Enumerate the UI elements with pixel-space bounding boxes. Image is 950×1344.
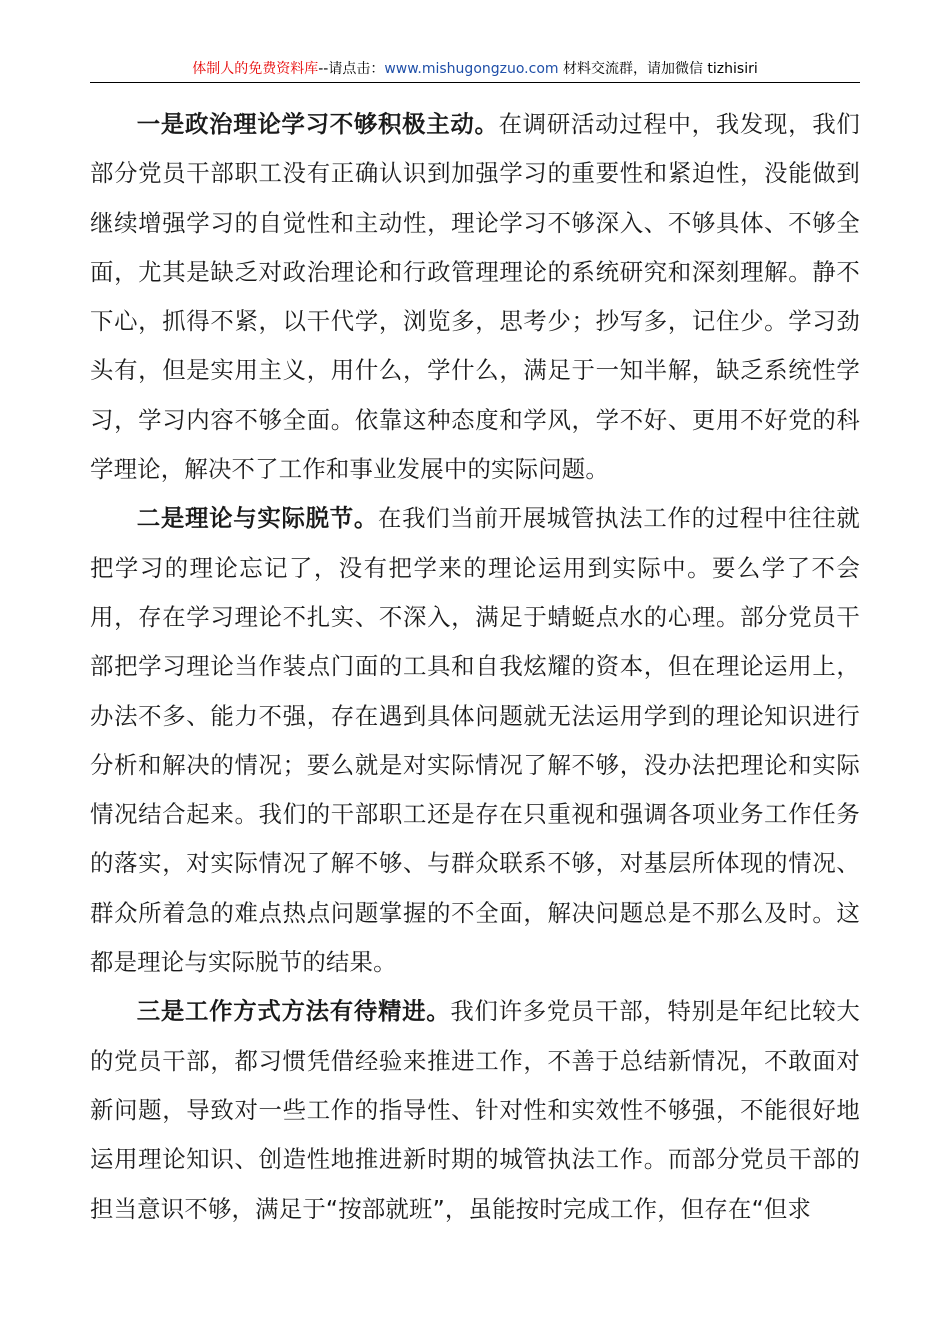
paragraph-2 bbox=[90, 494, 860, 987]
header-wechat-note: 材料交流群，请加微信 tizhisiri bbox=[558, 61, 758, 77]
paragraph-3 bbox=[90, 987, 860, 1233]
header-site-name: 体制人的免费资料库 bbox=[192, 61, 319, 77]
paragraph-2-lead: 二是理论与实际脱节。 bbox=[136, 504, 379, 533]
paragraph-1-body: 在调研活动过程中，我发现，我们部分党员干部职工没有正确认识到加强学习的重要性和紧迫性，没能做到继续增强学习的自觉性和主动性，理论学习不够深入、不够具体、不够全面，尤其是缺乏对政治理论和行政管理理论的系统研究和深刻理解。静不下心，抓得不紧，以干代学，浏览多，思考少；抄写多，记住少。学习劲头有，但是实用主义，用什么，学什么，满足于一知半解，缺乏系统性学习，学习内容不够全面。依靠这种态度和学风，学不好、更用不好党的科学理论，解决不了工作和事业发展中的实际问题。 bbox=[90, 110, 861, 484]
paragraph-3-lead: 三是工作方式方法有待精进。 bbox=[136, 997, 451, 1026]
paragraph-2-body: 在我们当前开展城管执法工作的过程中往往就把学习的理论忘记了，没有把学来的理论运用到实际中。要么学了不会用，存在学习理论不扎实、不深入，满足于蜻蜓点水的心理。部分党员干部把学习理论当作装点门面的工具和自我炫耀的资本，但在理论运用上，办法不多、能力不强，存在遇到具体问题就无法运用学到的理论知识进行分析和解决的情况；要么就是对实际情况了解不够，没办法把理论和实际情况结合起来。我们的干部职工还是存在只重视和强调各项业务工作任务的落实，对实际情况了解不够、与群众联系不够，对基层所体现的情况、群众所着急的难点热点问题掌握的不全面，解决问题总是不那么及时。这都是理论与实际脱节的结果。 bbox=[90, 504, 861, 977]
document-body bbox=[90, 100, 860, 1234]
header-prompt: --请点击： bbox=[318, 61, 385, 77]
paragraph-3-body: 我们许多党员干部，特别是年纪比较大的党员干部，都习惯凭借经验来推进工作，不善于总结新情况，不敢面对新问题，导致对一些工作的指导性、针对性和实效性不够强，不能很好地运用理论知识、创造性地推进新时期的城管执法工作。而部分党员干部的担当意识不够，满足于“按部就班”，虽能按时完成工作，但存在“但求 bbox=[90, 997, 860, 1223]
paragraph-1 bbox=[90, 100, 860, 494]
header-link[interactable]: www.mishugongzuo.com bbox=[384, 61, 559, 77]
page-header bbox=[90, 58, 860, 83]
paragraph-1-lead: 一是政治理论学习不够积极主动。 bbox=[136, 110, 499, 138]
